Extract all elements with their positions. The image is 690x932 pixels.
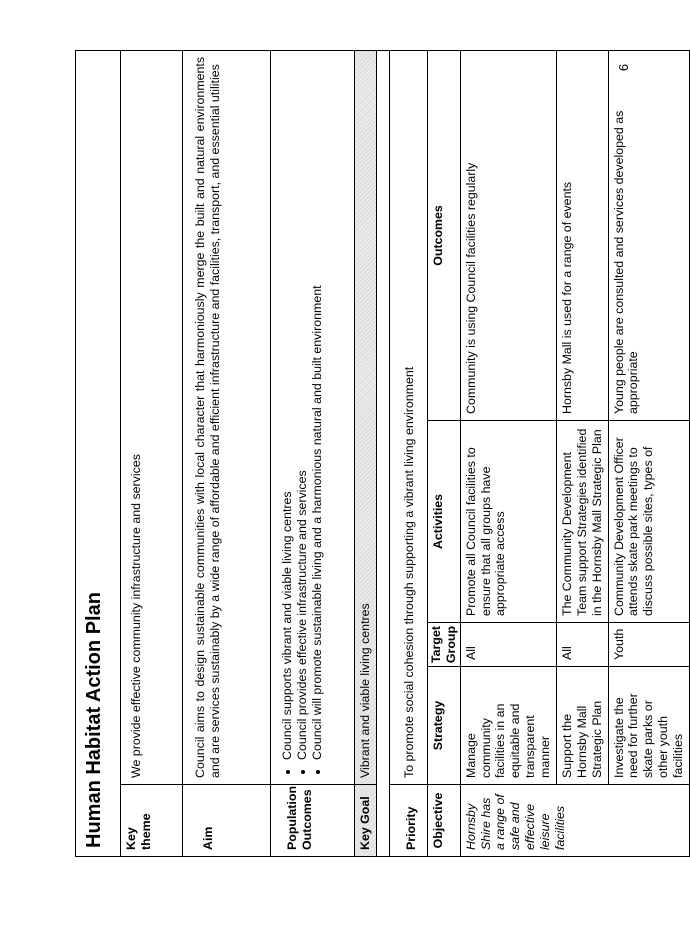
target-group-cell: All (460, 623, 556, 667)
objective-cell: Hornsby Shire has a range of safe and effective leisure facilities (460, 785, 689, 857)
population-outcomes-list (271, 50, 355, 784)
aim-text: Council aims to design sustainable communities with local character that harmoniously merge the built and natural environments and are services sustainably by a wide range of affordable and efficient infrastructure and facilities, transport, and essential utilities (183, 50, 271, 784)
outcomes-cell: Young people are consulted and services developed as appropriate (608, 50, 689, 420)
target-group-cell: All (556, 623, 608, 667)
population-outcome-item: • Council provides effective infrastructure and services (295, 57, 310, 760)
key-goal-text: Vibrant and viable living centres (355, 50, 377, 784)
aim-label: Aim (183, 785, 271, 857)
table-row (608, 50, 689, 856)
priority-text: To promote social cohesion through supporting a vibrant living environment (389, 50, 427, 784)
strategy-cell: Investigate the need for further skate parks or other youth facilities (608, 667, 689, 785)
target-group-cell: Youth (608, 623, 689, 667)
table-row (556, 50, 608, 856)
column-header-target-group: Target Group (427, 623, 460, 667)
table-row (460, 50, 556, 856)
page-number: 9 (615, 63, 631, 72)
activities-cell: The Community Development Team support Strategies identified in the Hornsby Mall Strategic Plan (556, 421, 608, 623)
activities-cell: Promote all Council facilities to ensure that all groups have appropriate access (460, 421, 556, 623)
column-header-activities: Activities (427, 421, 460, 623)
activities-cell: Community Development Officer attends skate park meetings to discuss possible sites, types of (608, 421, 689, 623)
outcomes-cell: Community is using Council facilities regularly (460, 50, 556, 420)
key-theme-label: Key theme (121, 785, 183, 857)
strategy-cell: Manage community facilities in an equitable and transparent manner (460, 667, 556, 785)
action-plan-page (75, 51, 685, 857)
action-plan-table (75, 50, 690, 857)
outcomes-cell: Hornsby Mall is used for a range of events (556, 50, 608, 420)
strategy-cell: Support the Hornsby Mall Strategic Plan (556, 667, 608, 785)
column-header-strategy: Strategy (427, 667, 460, 785)
key-goal-label: Key Goal (355, 785, 377, 857)
priority-label: Priority (389, 785, 427, 857)
column-header-objective: Objective (427, 785, 460, 857)
population-outcome-item: • Council will promote sustainable living and a harmonious natural and built environment (310, 57, 325, 760)
column-header-outcomes: Outcomes (427, 50, 460, 420)
population-outcomes-label: Population Outcomes (271, 785, 355, 857)
population-outcome-item: • Council supports vibrant and viable living centres (280, 57, 295, 760)
key-theme-text: We provide effective community infrastructure and services (121, 50, 183, 784)
page-title: Human Habitat Action Plan (76, 50, 121, 856)
